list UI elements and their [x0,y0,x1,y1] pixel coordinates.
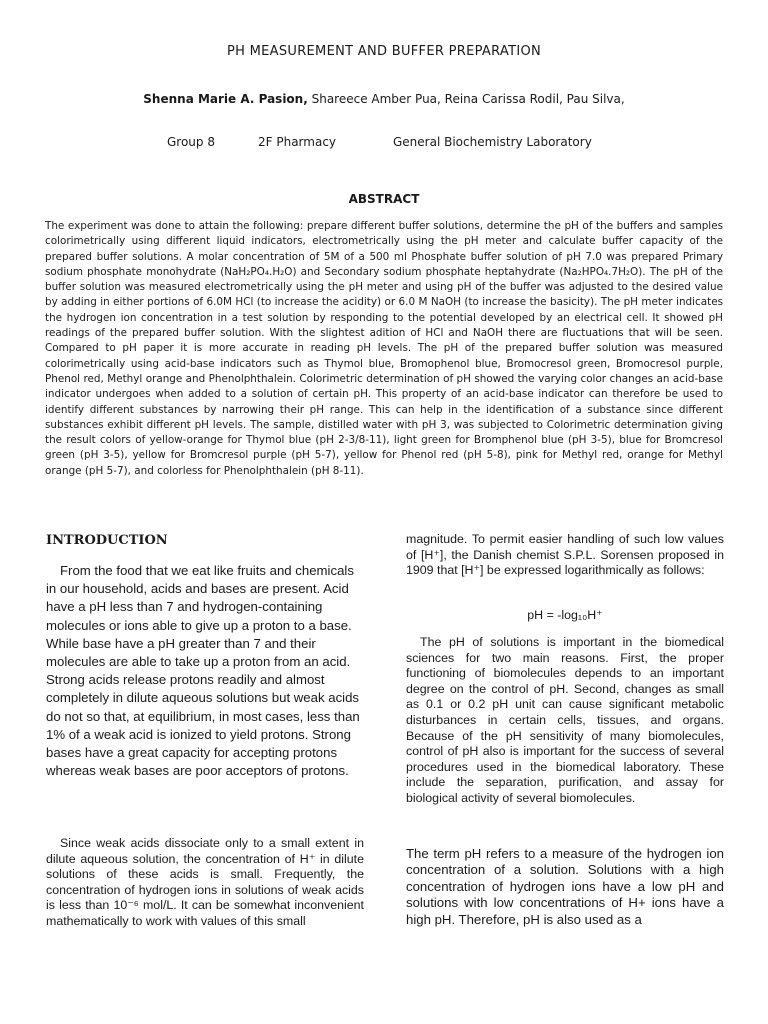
intro-paragraph-2: Since weak acids dissociate only to a small extent in dilute aqueous solution, the concentration of H⁺ in dilute solutions of these acids is small. Frequently, the concentration of hydrogen ions in solutions of weak acids is less than 10⁻⁶ mol/L. It can be somewhat inconvenient mathematically to work with values of this small [46,836,364,928]
intro-paragraph-5: The term pH refers to a measure of the hydrogen ion concentration of a solution. Solutions with a high concentration of hydrogen ions have a low pH and solutions with low concentrations of H+ ions have a high pH. Therefore, pH is also used as a [406,846,724,927]
abstract-text: The experiment was done to attain the following: prepare different buffer solutions, determine the pH of the buffers and samples colorimetrically using different liquid indicators, electrometrically using the pH meter and calculate buffer capacity of the prepared buffer solutions. A molar concentration of 5M of a 500 ml Phosphate buffer solution of pH 7.0 was prepared Primary sodium phosphate monohydrate (NaH₂PO₄.H₂O) and Secondary sodium phosphate heptahydrate (Na₂HPO₄.7H₂O). The pH of the buffer solution was measured electrometrically using the pH meter and using pH of the buffer was adjusted to the desired value by adding in either portions of 6.0M HCl (to increase the acidity) or 6.0 M NaOH (to increase the basicity). The pH meter indicates the hydrogen ion concentration in a test solution by responding to the potential developed by an electrical cell. It showed pH readings of the prepared buffer solution. With the slightest adition of HCl and NaOH there are fluctuations that will be seen. Compared to pH paper it is more accurate in reading pH levels. The pH of the prepared buffer solution was measured colorimetrically using acid-base indicators such as Thymol blue, Bromophenol blue, Bromocresol green, Bromocresol purple, Phenol red, Methyl orange and Phenolphthalein. Colorimetric determination of pH showed the varying color changes an acid-base indicator undergoes when added to a solution of certain pH. This property of an acid-base indicator can therefore be used to identify different substances by narrowing their pH range. This can help in the identification of a substance since different substances exhibit different pH levels. The sample, distilled water with pH 3, was subjected to Colorimetric determination giving the result colors of yellow-orange for Thymol blue (pH 2-3/8-11), light green for Bromphenol blue (pH 3-5), blue for Bromcresol green (pH 3-5), yellow for Bromcresol purple (pH 5-7), yellow for Phenol red (pH 5-8), pink for Methyl red, orange for Methyl orange (pH 5-7), and colorless for Phenolphthalein (pH 8-11). [45,220,723,477]
co-authors: Shareece Amber Pua, Reina Carissa Rodil, Pau Silva, [307,92,625,106]
lead-author: Shenna Marie A. Pasion, [143,92,308,106]
abstract-heading: ABSTRACT [348,192,420,206]
paper-title: PH MEASUREMENT AND BUFFER PREPARATION [226,44,542,59]
intro-paragraph-3: magnitude. To permit easier handling of such low values of [H⁺], the Danish chemist S.P.L. Sorensen proposed in 1909 that [H⁺] be expressed logarithmically as follows: [406,532,724,578]
course-label: 2F Pharmacy [258,135,337,149]
intro-paragraph-4: The pH of solutions is important in the biomedical sciences for two main reasons. First, the proper functioning of biomolecules depends to an important degree on the control of pH. Second, changes as small as 0.1 or 0.2 pH unit can cause significant metabolic disturbances in certain cells, tissues, and organs. Because of the pH sensitivity of many biomolecules, control of pH also is important for the success of several procedures used in the biomedical laboratory. These include the separation, purification, and assay for biological activity of several biomolecules. [406,635,724,805]
group-label: Group 8 [167,135,215,149]
introduction-heading: INTRODUCTION [46,533,168,548]
intro-paragraph-1: From the food that we eat like fruits and chemicals in our household, acids and bases are present. Acid have a pH less than 7 and hydrogen-containing molecules or ions able to give up a proton to a base. While base have a pH greater than 7 and their molecules are able to take up a proton from an acid. Strong acids release protons readily and almost completely in dilute aqueous solutions but weak acids do not so that, at equilibrium, in most cases, less than 1% of a weak acid is ionized to yield protons. Strong bases have a great capacity for accepting protons whereas weak bases are poor acceptors of protons. [46,563,360,779]
author-list [0,92,768,106]
lab-label: General Biochemistry Laboratory [393,135,592,149]
ph-equation: pH = -log₁₀H⁺ [527,608,603,622]
